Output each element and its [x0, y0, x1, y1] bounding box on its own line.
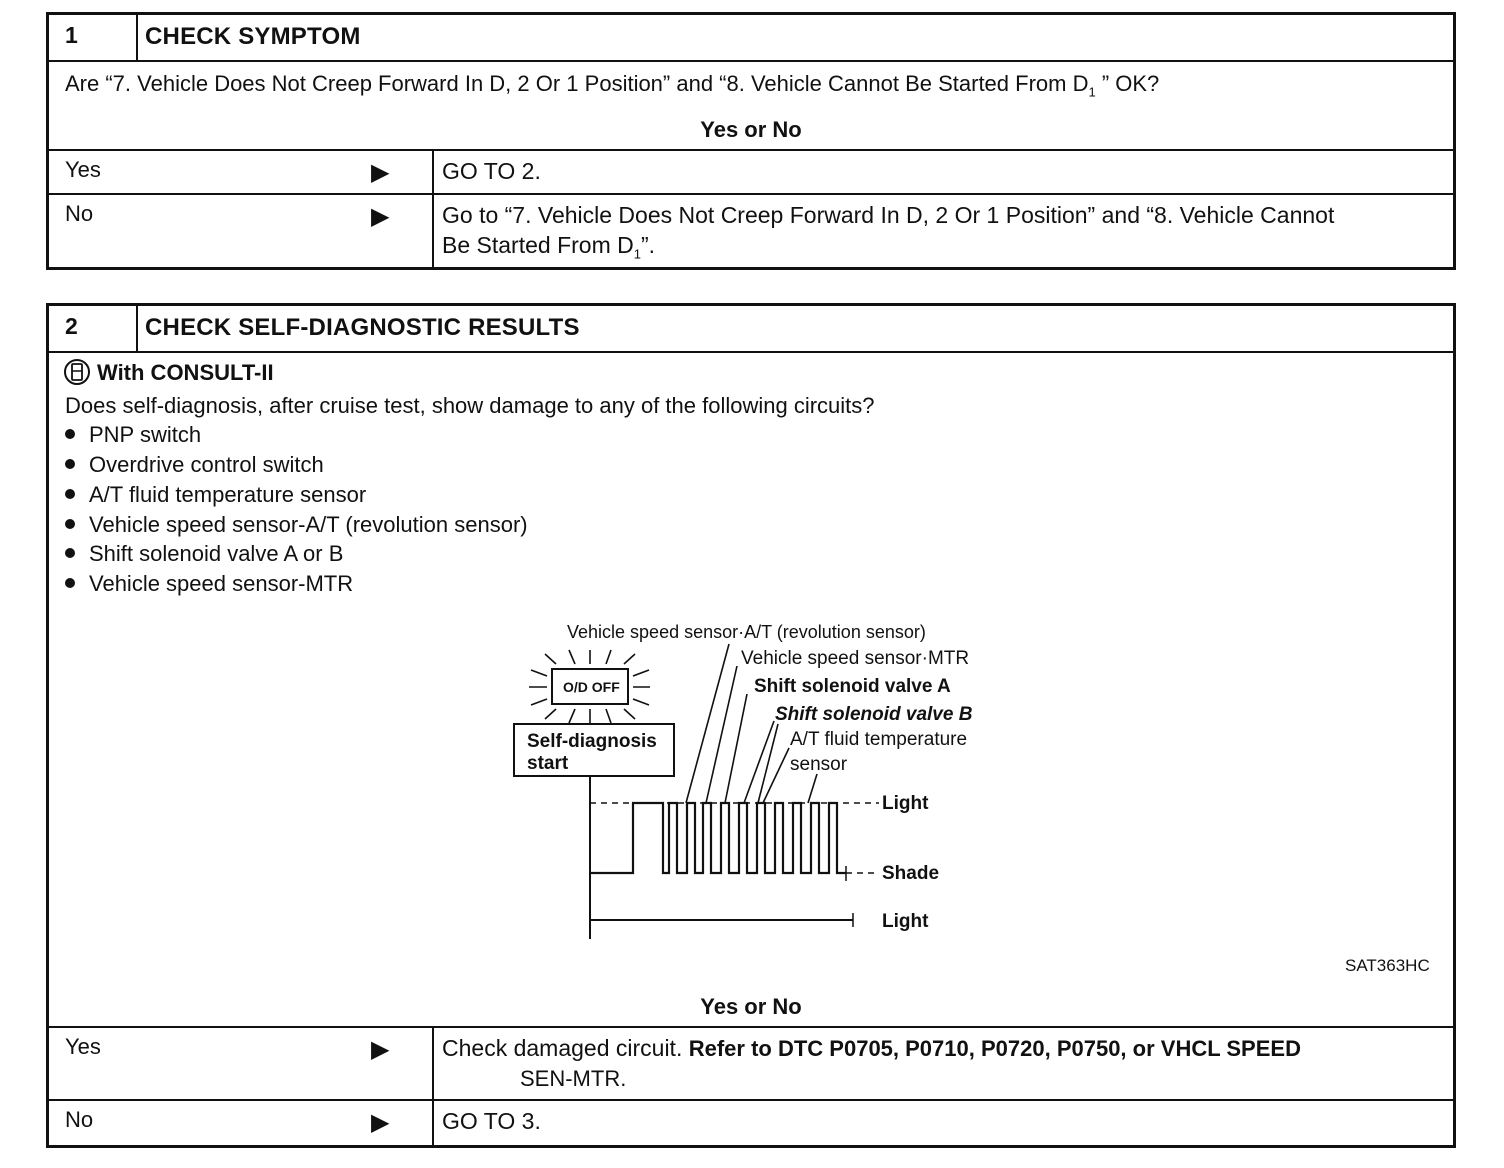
answer-row-no: [49, 1099, 1453, 1145]
answer-row-no: [49, 193, 1453, 267]
arrow-icon: ▶: [371, 203, 390, 230]
answer-result: Go to “7. Vehicle Does Not Creep Forward In D, 2 Or 1 Position” and “8. Vehicle Cannot Be Started From $D_1$”.: [432, 195, 1453, 267]
circuit-item: A/T fluid temperature sensor: [65, 482, 366, 508]
step-2-table: [46, 303, 1456, 1148]
answer-result: GO TO 2.: [432, 151, 1453, 193]
arrow-icon: ▶: [371, 159, 390, 186]
label-fluid-1: A/T fluid temperature: [790, 729, 968, 750]
answer-label: No: [65, 201, 94, 226]
start-label-2: start: [527, 753, 569, 774]
step-number: 1: [49, 15, 138, 60]
answer-label: Yes: [65, 157, 101, 182]
circuit-item: Vehicle speed sensor-MTR: [65, 571, 353, 597]
arrow-icon: ▶: [371, 1109, 390, 1136]
answer-row-yes: [49, 1026, 1453, 1099]
label-ssa: Shift solenoid valve A: [754, 676, 951, 697]
light-label-top: Light: [882, 793, 929, 814]
step-1-table: [46, 12, 1456, 270]
self-diagnosis-diagram: [49, 606, 1453, 986]
lamp-text: O/D OFF: [563, 679, 620, 695]
circuit-item: Overdrive control switch: [65, 452, 324, 478]
label-vss-mtr: Vehicle speed sensor·MTR: [741, 648, 970, 669]
start-label-1: Self-diagnosis: [527, 731, 657, 752]
consult-icon: [63, 358, 91, 386]
step-2-header: [49, 306, 1453, 353]
answer-result: Check damaged circuit. Refer to DTC P0705, P0710, P0720, P0750, or VHCL SPEED SEN-MTR.: [432, 1028, 1453, 1099]
od-off-lamp: [529, 650, 650, 723]
circuit-item: PNP switch: [65, 422, 201, 448]
answer-result: GO TO 3.: [432, 1101, 1453, 1145]
shade-label: Shade: [882, 863, 940, 884]
figure-code: SAT363HC: [1345, 956, 1430, 975]
answer-row-yes: [49, 149, 1453, 193]
answer-label: No: [65, 1107, 94, 1132]
label-fluid-2: sensor: [790, 754, 848, 775]
step-1-header: [49, 15, 1453, 62]
step-1-question: Are “7. Vehicle Does Not Creep Forward In D, 2 Or 1 Position” and “8. Vehicle Cannot Be Started From $D_1$ ” OK?: [65, 71, 1160, 100]
yes-or-no-heading: Yes or No: [700, 117, 802, 142]
yes-or-no-heading: Yes or No: [700, 994, 802, 1019]
circuit-item: Vehicle speed sensor-A/T (revolution sensor): [65, 512, 528, 538]
arrow-icon: ▶: [371, 1036, 390, 1063]
step-2-question: Does self-diagnosis, after cruise test, show damage to any of the following circuits?: [65, 393, 875, 418]
answer-label: Yes: [65, 1034, 101, 1059]
light-label-bottom: Light: [882, 911, 929, 932]
pulse-waveform: [590, 803, 846, 873]
circuit-item: Shift solenoid valve A or B: [65, 541, 343, 567]
step-title: CHECK SELF-DIAGNOSTIC RESULTS: [145, 314, 580, 341]
step-number: 2: [49, 306, 138, 351]
label-ssb: Shift solenoid valve B: [775, 704, 973, 725]
label-vss-at: Vehicle speed sensor·A/T (revolution sensor): [567, 622, 926, 642]
consult-heading: With CONSULT-II: [63, 360, 274, 388]
step-title: CHECK SYMPTOM: [145, 23, 361, 50]
